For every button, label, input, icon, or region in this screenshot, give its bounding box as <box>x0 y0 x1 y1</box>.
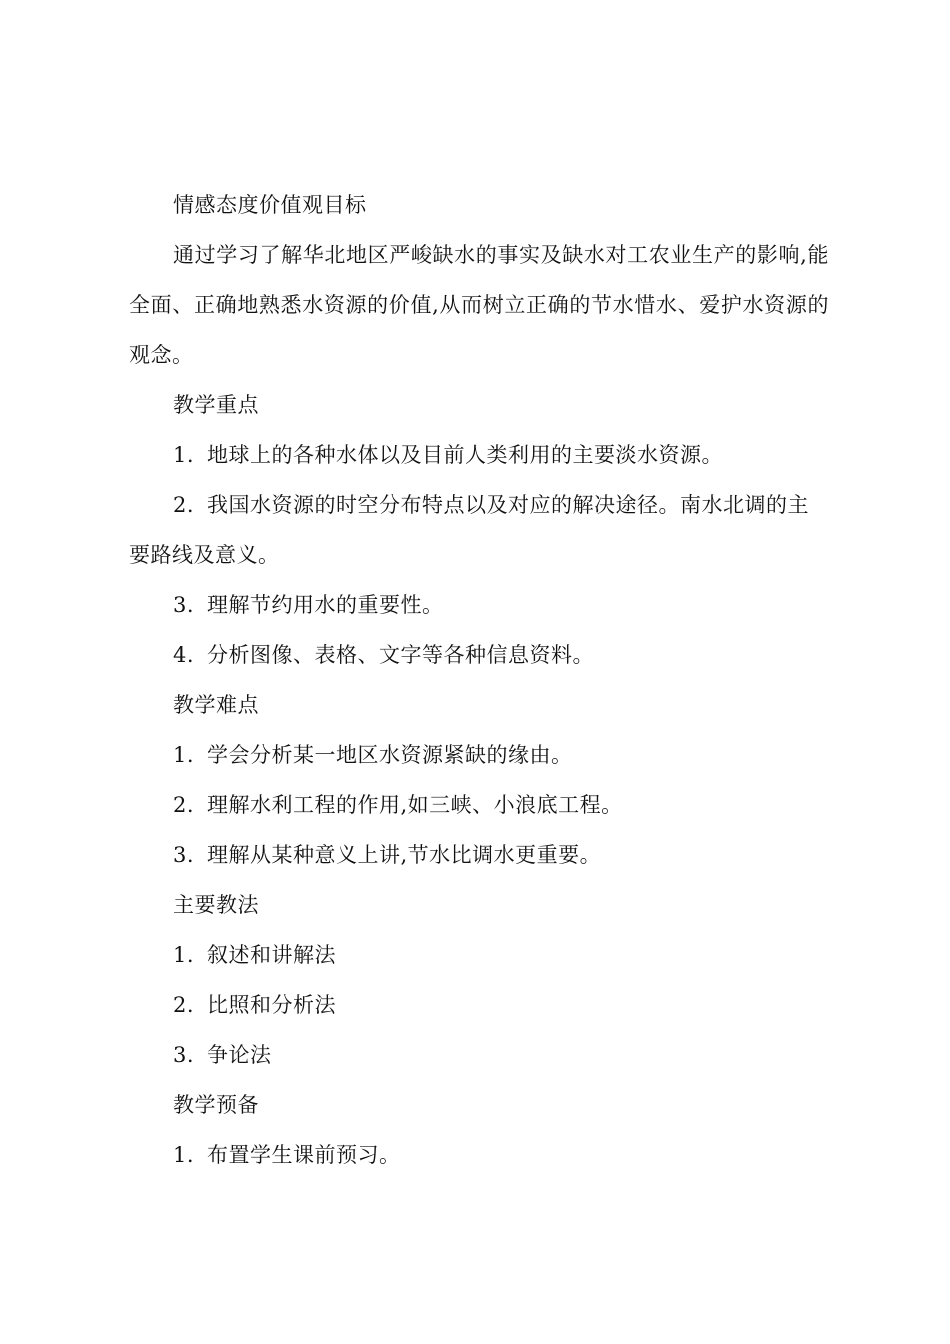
section-heading: 教学难点 <box>173 693 259 717</box>
list-item <box>129 1130 829 1180</box>
list-item <box>129 580 829 630</box>
list-item <box>129 980 829 1030</box>
list-item-text: 理解节约用水的重要性。 <box>207 593 444 617</box>
section-heading: 情感态度价值观目标 <box>173 193 367 217</box>
list-item <box>129 480 829 580</box>
list-item-text: 争论法 <box>207 1043 272 1067</box>
list-item-text: 分析图像、表格、文字等各种信息资料。 <box>207 643 594 667</box>
list-item <box>129 930 829 980</box>
list-item-number: 1. <box>173 743 195 767</box>
list-item <box>129 630 829 680</box>
list-item-number: 3. <box>173 1043 195 1067</box>
list-item <box>129 730 829 780</box>
list-item-text: 理解水利工程的作用,如三峡、小浪底工程。 <box>207 793 623 817</box>
list-item-number: 2. <box>173 493 195 517</box>
list-item-number: 4. <box>173 643 195 667</box>
list-item-text: 比照和分析法 <box>207 993 336 1017</box>
document-body <box>129 180 829 1180</box>
list-item-number: 1. <box>173 1143 195 1167</box>
list-item-number: 2. <box>173 993 195 1017</box>
list-item-text: 我国水资源的时空分布特点以及对应的解决途径。南水北调的主要路线及意义。 <box>129 493 809 567</box>
section-heading: 教学重点 <box>173 393 259 417</box>
list-item-text: 学会分析某一地区水资源紧缺的缘由。 <box>207 743 573 767</box>
list-item <box>129 830 829 880</box>
list-item-text: 布置学生课前预习。 <box>207 1143 401 1167</box>
paragraph: 通过学习了解华北地区严峻缺水的事实及缺水对工农业生产的影响,能全面、正确地熟悉水资源的价值,从而树立正确的节水惜水、爱护水资源的观念。 <box>129 243 829 367</box>
section-heading: 主要教法 <box>173 893 259 917</box>
list-item <box>129 780 829 830</box>
list-item-number: 3. <box>173 593 195 617</box>
section-heading: 教学预备 <box>173 1093 259 1117</box>
list-item-number: 2. <box>173 793 195 817</box>
list-item-number: 1. <box>173 443 195 467</box>
list-item <box>129 430 829 480</box>
list-item-text: 叙述和讲解法 <box>207 943 336 967</box>
list-item-text: 地球上的各种水体以及目前人类利用的主要淡水资源。 <box>207 443 723 467</box>
list-item-text: 理解从某种意义上讲,节水比调水更重要。 <box>207 843 602 867</box>
list-item-number: 3. <box>173 843 195 867</box>
list-item <box>129 1030 829 1080</box>
list-item-number: 1. <box>173 943 195 967</box>
